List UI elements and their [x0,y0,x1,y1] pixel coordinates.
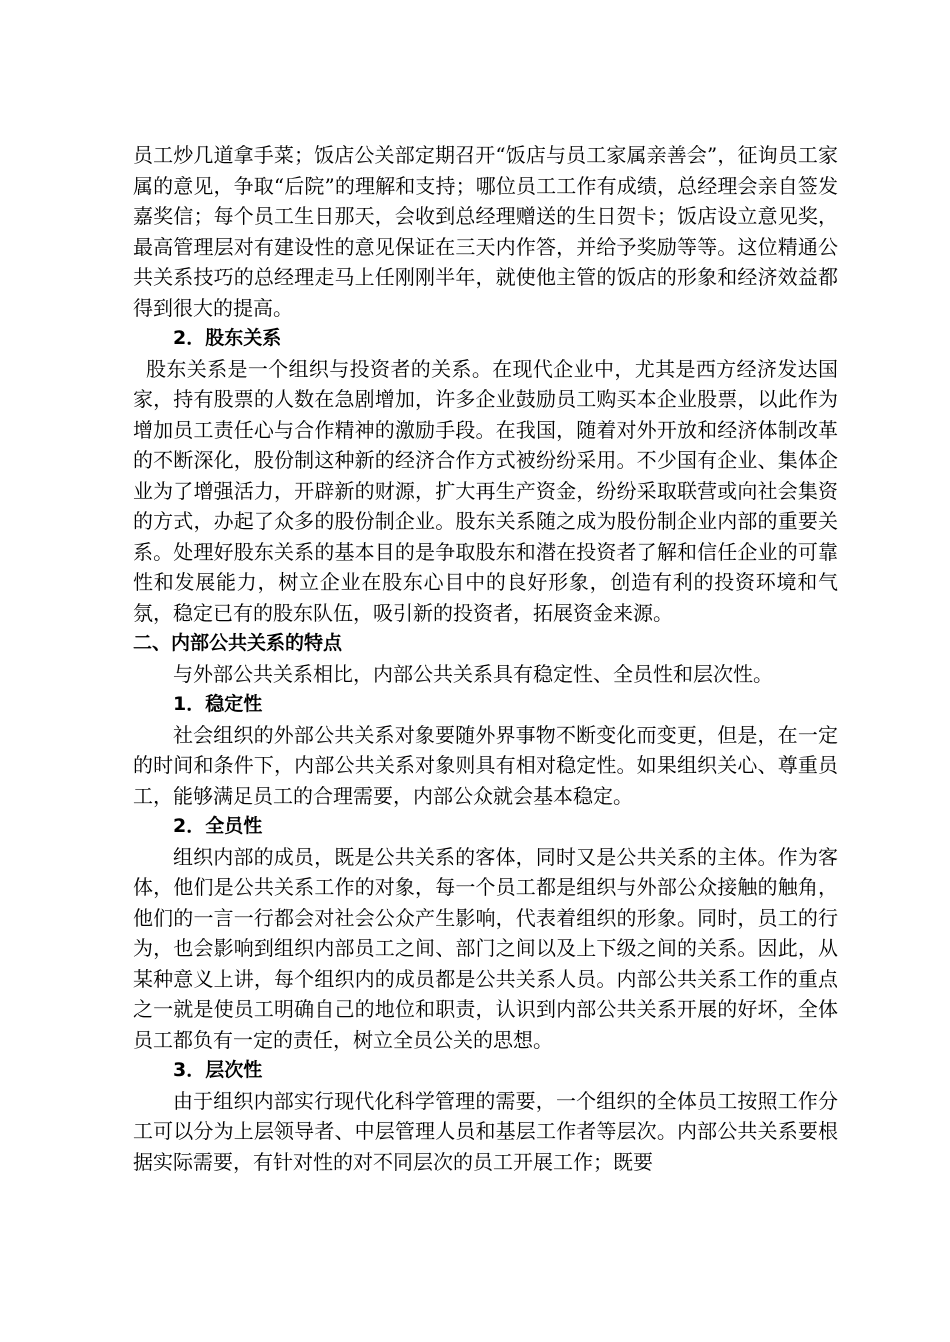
section-intro-paragraph: 与外部公共关系相比，内部公共关系具有稳定性、全员性和层次性。 [173,661,773,686]
section-heading: 二、内部公共关系的特点 [133,632,343,654]
intro-paragraph: 员工炒几道拿手菜；饭店公关部定期召开“饭店与员工家属亲善会”，征询员工家属的意见，争取“后院”的理解和支持；哪位员工工作有成绩，总经理会亲自签发嘉奖信；每个员工生日那天，会收到总经理赠送的生日贺卡；饭店设立意见奖，最高管理层对有建设性的意见保证在三天内作答，并给予奖励等等。这位精通公共关系技巧的总经理走马上任刚刚半年，就使他主管的饭店的形象和经济效益都得到很大的提高。 [133,143,838,320]
shareholder-heading: 2．股东关系 [173,327,282,349]
all-staff-heading: 2．全员性 [173,815,263,837]
hierarchy-heading: 3．层次性 [173,1059,263,1081]
shareholder-paragraph: 股东关系是一个组织与投资者的关系。在现代企业中，尤其是西方经济发达国家，持有股票的人数在急剧增加，许多企业鼓励员工购买本企业股票，以此作为增加员工责任心与合作精神的激励手段。在我国，随着对外开放和经济体制改革的不断深化，股份制这种新的经济合作方式被纷纷采用。不少国有企业、集体企业为了增强活力，开辟新的财源，扩大再生产资金，纷纷采取联营或向社会集资的方式，办起了众多的股份制企业。股东关系随之成为股份制企业内部的重要关系。处理好股东关系的基本目的是争取股东和潜在投资者了解和信任企业的可靠性和发展能力，树立企业在股东心目中的良好形象，创造有利的投资环境和气氛，稳定已有的股东队伍，吸引新的投资者，拓展资金来源。 [133,356,838,625]
stability-paragraph: 社会组织的外部公共关系对象要随外界事物不断变化而变更，但是，在一定的时间和条件下，内部公共关系对象则具有相对稳定性。如果组织关心、尊重员工，能够满足员工的合理需要，内部公众就会基本稳定。 [133,722,838,808]
hierarchy-paragraph: 由于组织内部实行现代化科学管理的需要，一个组织的全体员工按照工作分工可以分为上层领导者、中层管理人员和基层工作者等层次。内部公共关系要根据实际需要，有针对性的对不同层次的员工开展工作；既要 [133,1088,838,1174]
all-staff-paragraph: 组织内部的成员，既是公共关系的客体，同时又是公共关系的主体。作为客体，他们是公共关系工作的对象，每一个员工都是组织与外部公众接触的触角，他们的一言一行都会对社会公众产生影响，代表着组织的形象。同时，员工的行为，也会影响到组织内部员工之间、部门之间以及上下级之间的关系。因此，从某种意义上讲，每个组织内的成员都是公共关系人员。内部公共关系工作的重点之一就是使员工明确自己的地位和职责，认识到内部公共关系开展的好坏，全体员工都负有一定的责任，树立全员公关的思想。 [133,844,838,1052]
document-body [133,140,838,1177]
stability-heading: 1．稳定性 [173,693,263,715]
